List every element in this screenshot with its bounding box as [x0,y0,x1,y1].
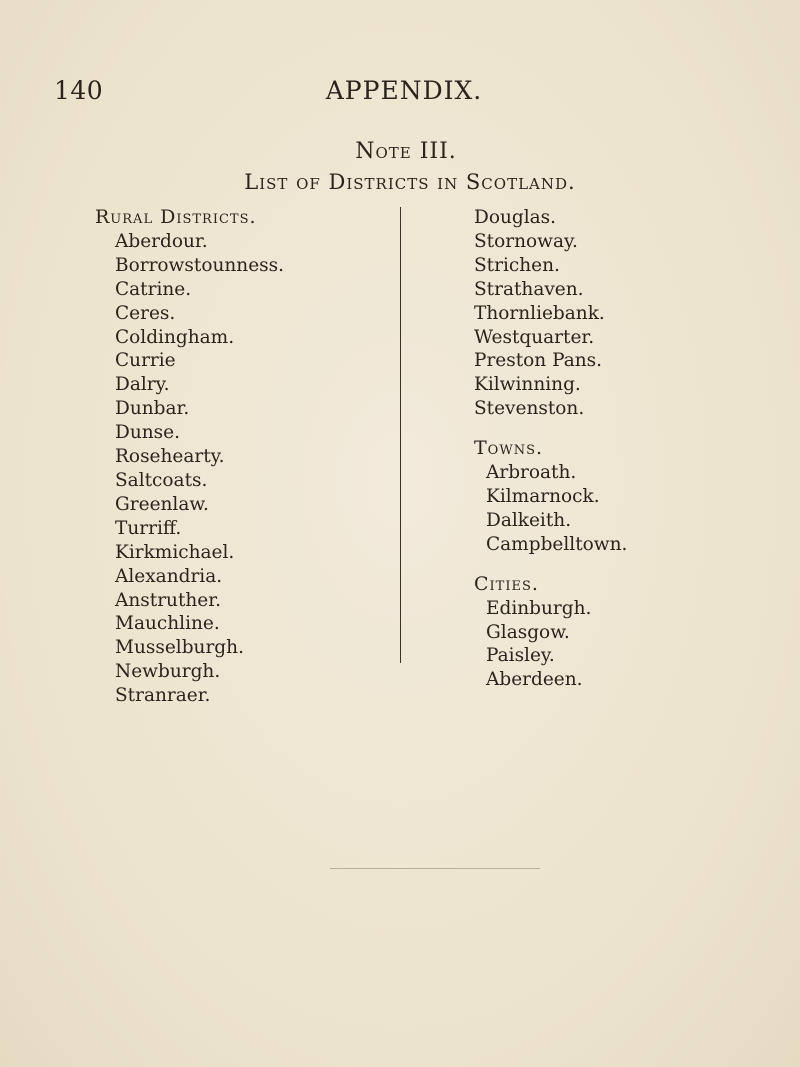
section-spacer [466,557,627,573]
list-item: Stornoway. [474,230,578,252]
faint-show-through-line [330,868,540,869]
list-item: Stevenston. [474,398,585,420]
list-item: Borrowstounness. [115,254,285,276]
list-item: Dunse. [115,422,180,444]
running-head: APPENDIX. [325,76,483,105]
list-item: Kirkmichael. [115,541,235,563]
list-item: Dalkeith. [486,509,572,531]
right-column [466,206,627,692]
cities-heading: Cities. [474,572,539,595]
list-item: Paisley. [486,645,555,667]
list-item: Turriff. [115,517,182,539]
list-title: List of Districts in Scotland. [244,170,576,194]
towns-list [466,461,627,557]
list-item: Ceres. [115,302,176,324]
rural-districts-list [95,230,284,708]
list-item: Stranraer. [115,685,211,707]
left-column [95,206,284,708]
list-item: Greenlaw. [115,493,209,515]
list-item: Musselburgh. [115,637,244,659]
cities-list [466,597,627,693]
rural-districts-heading: Rural Districts. [95,206,257,228]
list-item: Westquarter. [474,326,595,348]
column-divider [400,207,401,663]
list-item: Arbroath. [486,462,577,484]
list-item: Coldingham. [115,326,235,348]
towns-heading: Towns. [474,437,544,460]
list-item: Strichen. [474,254,560,276]
list-item: Preston Pans. [474,350,603,372]
list-item: Kilwinning. [474,374,581,396]
list-item: Dunbar. [115,398,190,420]
list-item: Thornliebank. [474,302,605,324]
list-item: Saltcoats. [115,469,208,491]
list-item: Alexandria. [115,565,223,587]
list-item: Aberdour. [115,230,208,252]
list-item: Kilmarnock. [486,485,600,507]
list-item: Dalry. [115,374,170,396]
note-title: Note III. [355,139,457,164]
list-item: Strathaven. [474,278,584,300]
list-item: Aberdeen. [486,669,583,691]
list-item: Newburgh. [115,661,221,683]
list-item: Mauchline. [115,613,220,635]
list-item: Catrine. [115,278,192,300]
list-item: Edinburgh. [486,597,592,619]
list-item: Anstruther. [115,589,221,611]
list-item: Campbelltown. [486,533,628,555]
list-item: Currie [115,350,176,372]
list-item: Douglas. [474,207,557,228]
section-spacer [466,421,627,437]
list-item: Rosehearty. [115,446,225,468]
rural-districts-continued-list [466,206,627,421]
list-item: Glasgow. [486,621,570,643]
page-number: 140 [54,76,104,105]
